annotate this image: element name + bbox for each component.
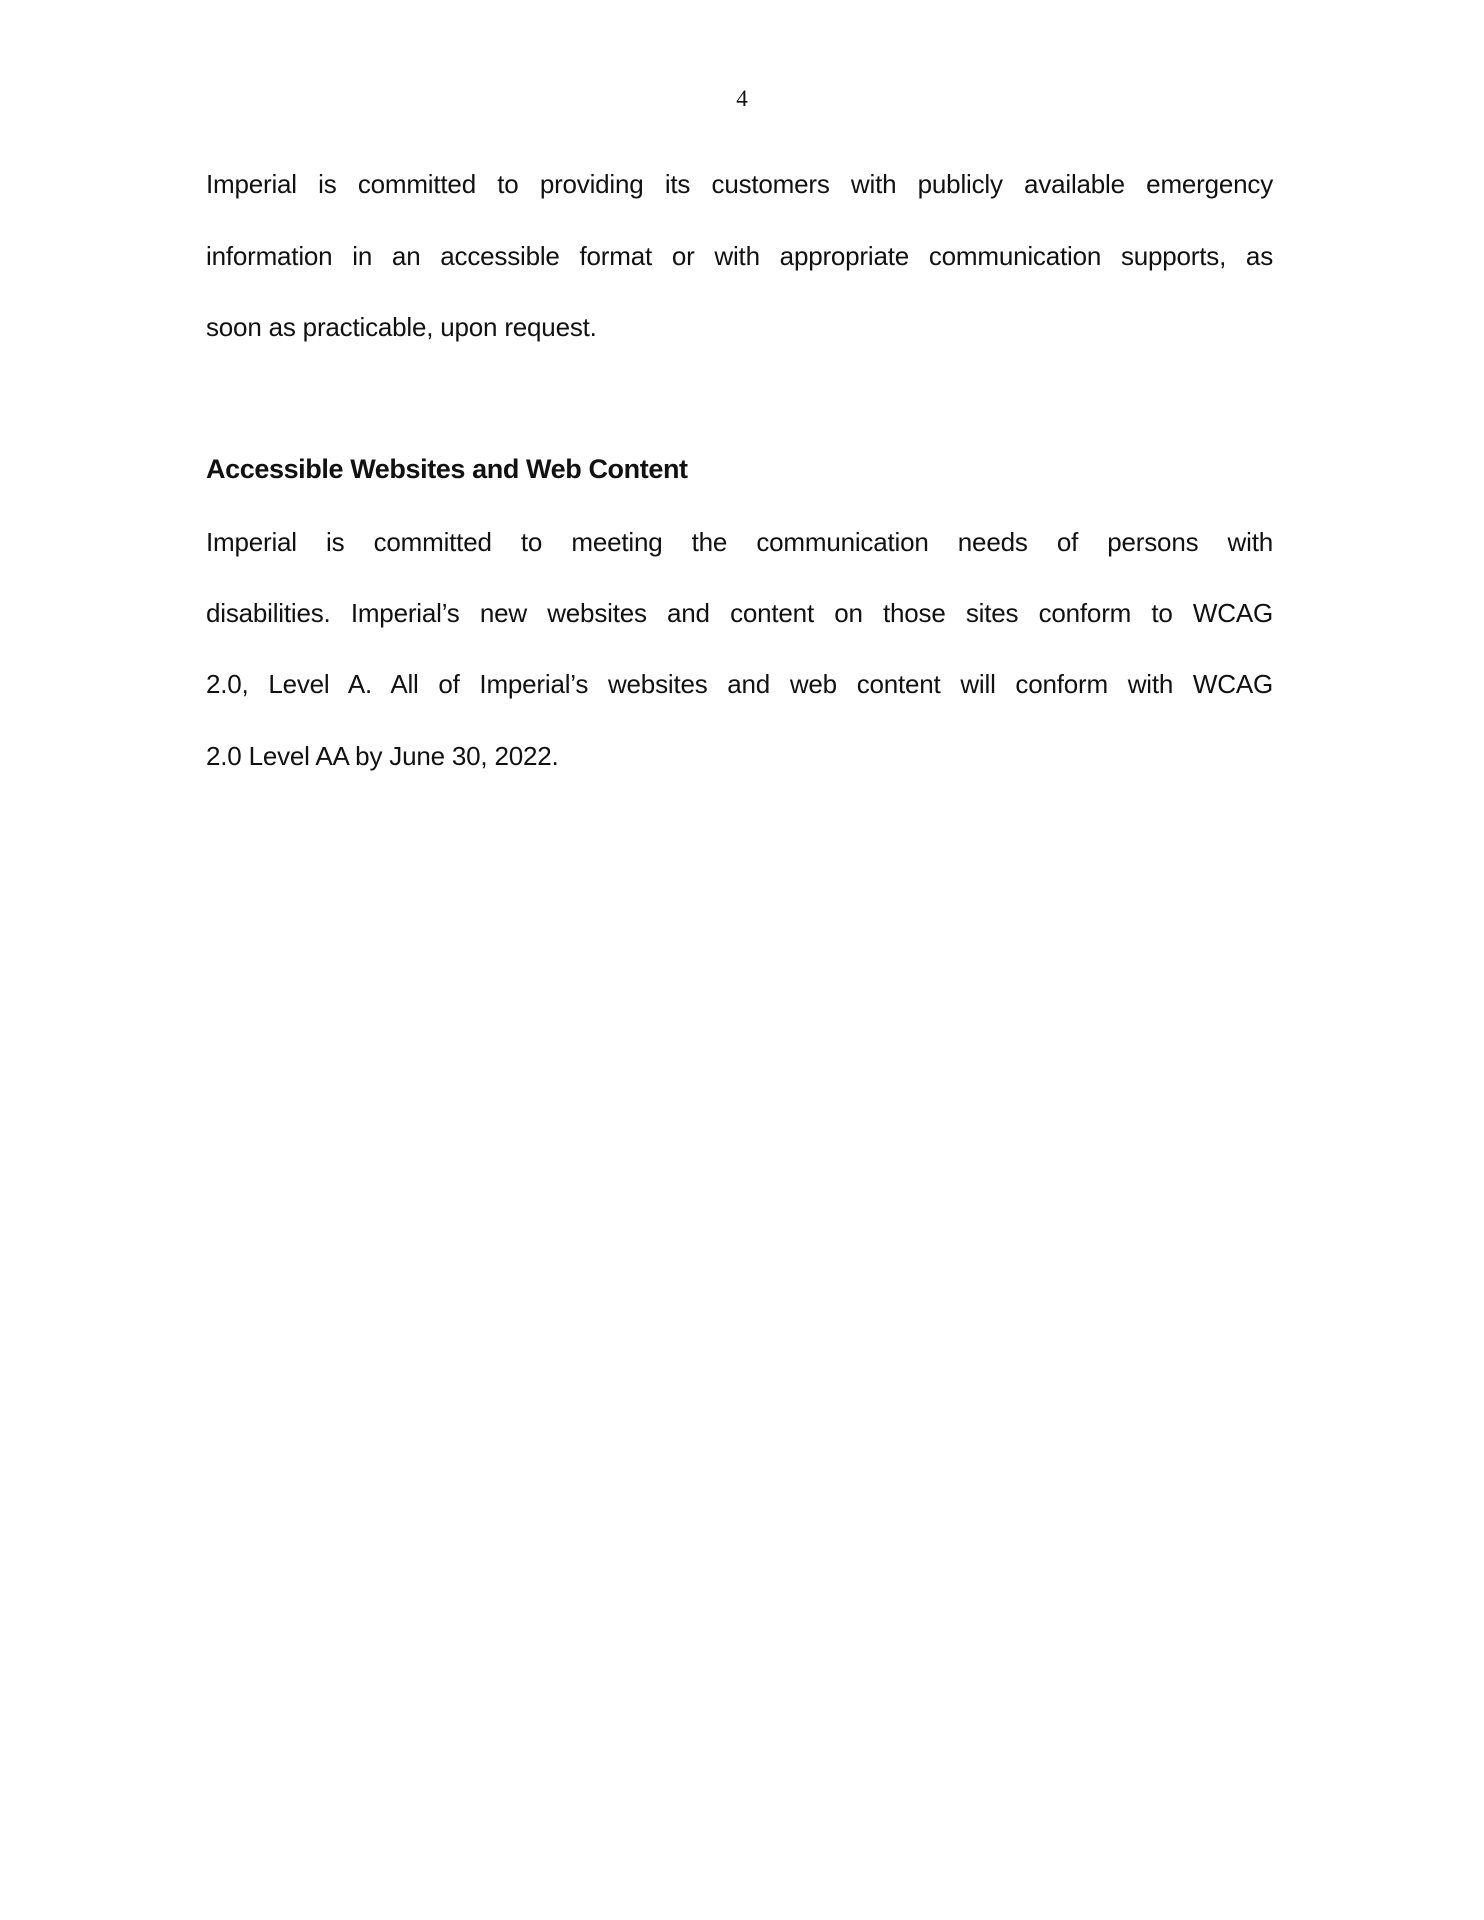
paragraph-line: Imperial is committed to providing its customers with publicly available emergency [206, 169, 1273, 199]
section-heading: Accessible Websites and Web Content [206, 454, 688, 484]
paragraph-line: Imperial is committed to meeting the communication needs of persons with [206, 527, 1273, 557]
paragraph-line: 2.0, Level A. All of Imperial’s websites and web content will conform with WCAG [206, 669, 1273, 699]
paragraph-line: information in an accessible format or with appropriate communication supports, as [206, 241, 1273, 271]
paragraph-line: soon as practicable, upon request. [206, 312, 597, 342]
paragraph-line: disabilities. Imperial’s new websites and content on those sites conform to WCAG [206, 598, 1273, 628]
paragraph-line: 2.0 Level AA by June 30, 2022. [206, 741, 559, 771]
page-number: 4 [736, 86, 748, 111]
